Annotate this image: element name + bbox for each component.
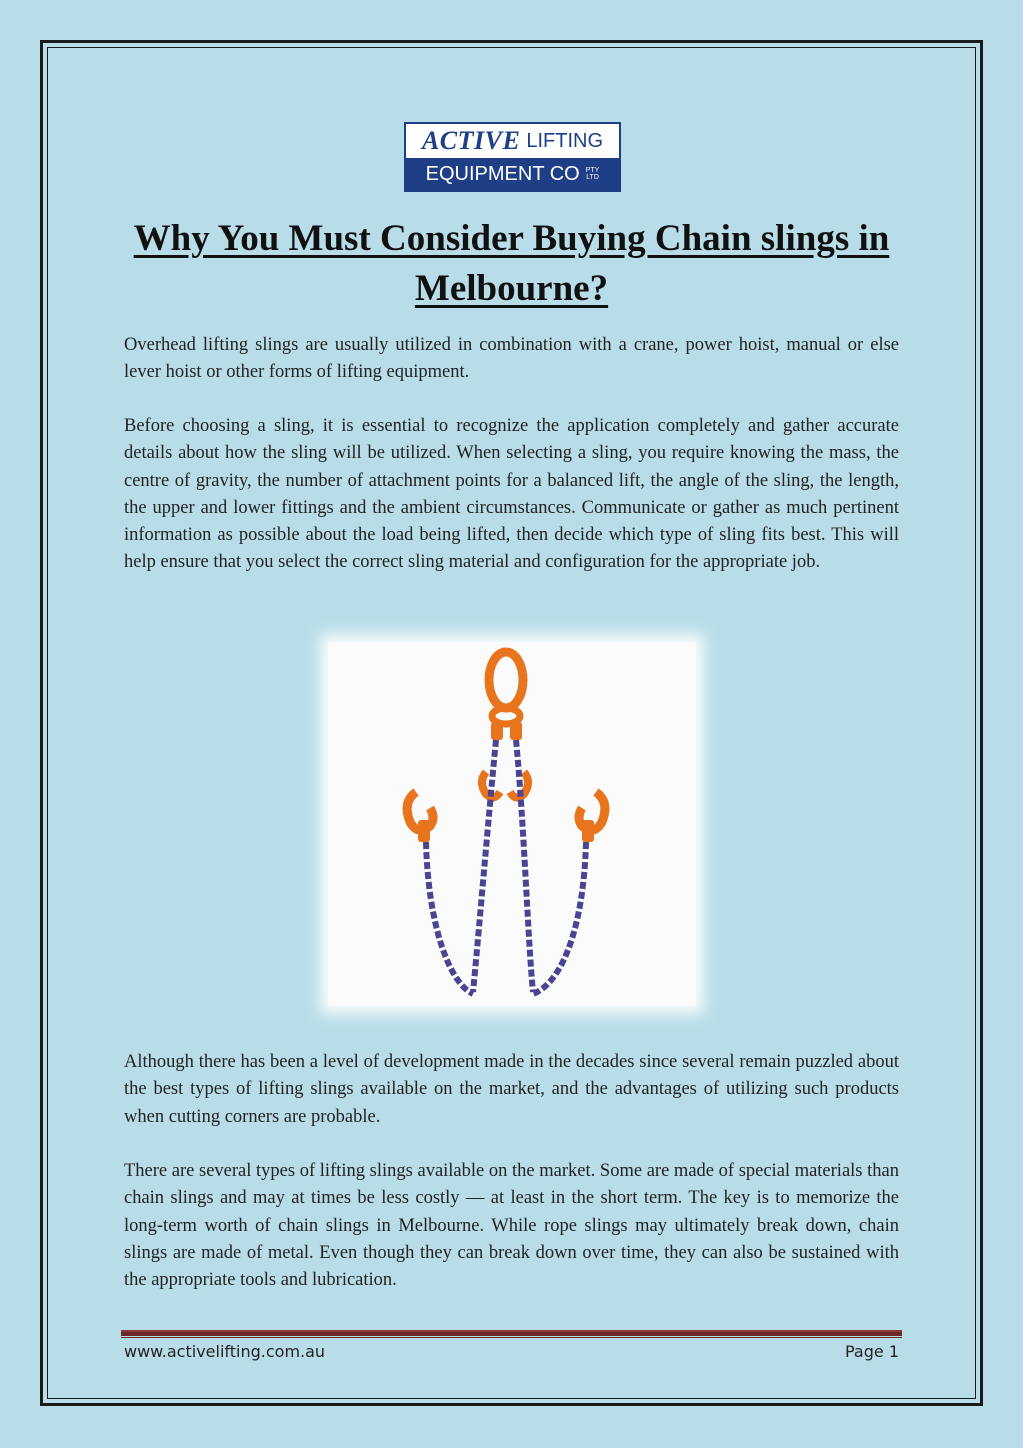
- paragraph-2: Before choosing a sling, it is essential to recognize the application completely and gather accurate details about how the sling will be utilized. When selecting a sling, you require knowing the mass, the centre of gravity, the number of attachment points for a balanced lift, the angle of the sling, the length, the upper and lower fittings and the ambient circumstances. Communicate or gather as much pertinent information as possible about the load being lifted, then decide which type of sling fits best. This will help ensure that you select the correct sling material and configuration for the appropriate job.: [124, 416, 899, 573]
- page-title: Why You Must Consider Buying Chain slings in Melbourne?: [133, 218, 890, 309]
- logo-lifting-text: LIFTING: [526, 129, 604, 152]
- coupler-left: [491, 722, 503, 740]
- paragraph-3: Although there has been a level of development made in the decades since several remain puzzled about the best types of lifting slings available on the market, and the advantages of utilizing such products when cutting corners are probable.: [124, 1052, 899, 1127]
- chain-loop-left: [426, 842, 473, 994]
- logo-equipment-text: EQUIPMENT CO: [425, 162, 580, 185]
- logo-brand-text: ACTIVE: [421, 126, 521, 155]
- company-logo: [404, 122, 621, 192]
- chain-sling-photo: [328, 642, 696, 1006]
- logo-pty-ltd: PTY LTD: [585, 167, 600, 181]
- chain-loop-right: [533, 842, 586, 994]
- master-link: [489, 652, 523, 708]
- footer-page-number: Page 1: [845, 1342, 899, 1361]
- footer-rule-thin: [121, 1337, 902, 1338]
- coupler-right: [510, 722, 522, 740]
- paragraph-4: There are several types of lifting slings available on the market. Some are made of special materials than chain slings and may at times be less costly — at least in the short term. The key is to memorize the long-term worth of chain slings in Melbourne. While rope slings may ultimately break down, chain slings are made of metal. Even though they can break down over time, they can also be sustained with the appropriate tools and lubrication.: [124, 1161, 899, 1291]
- footer-website: www.activelifting.com.au: [124, 1342, 326, 1361]
- paragraph-1: Overhead lifting slings are usually utilized in combination with a crane, power hoist, manual or else lever hoist or other forms of lifting equipment.: [124, 335, 899, 383]
- footer-rule: [121, 1330, 902, 1336]
- side-hook-left: [407, 792, 433, 842]
- side-hook-right: [579, 792, 605, 842]
- chain-sling-illustration: [328, 642, 696, 1006]
- sub-link: [492, 708, 520, 724]
